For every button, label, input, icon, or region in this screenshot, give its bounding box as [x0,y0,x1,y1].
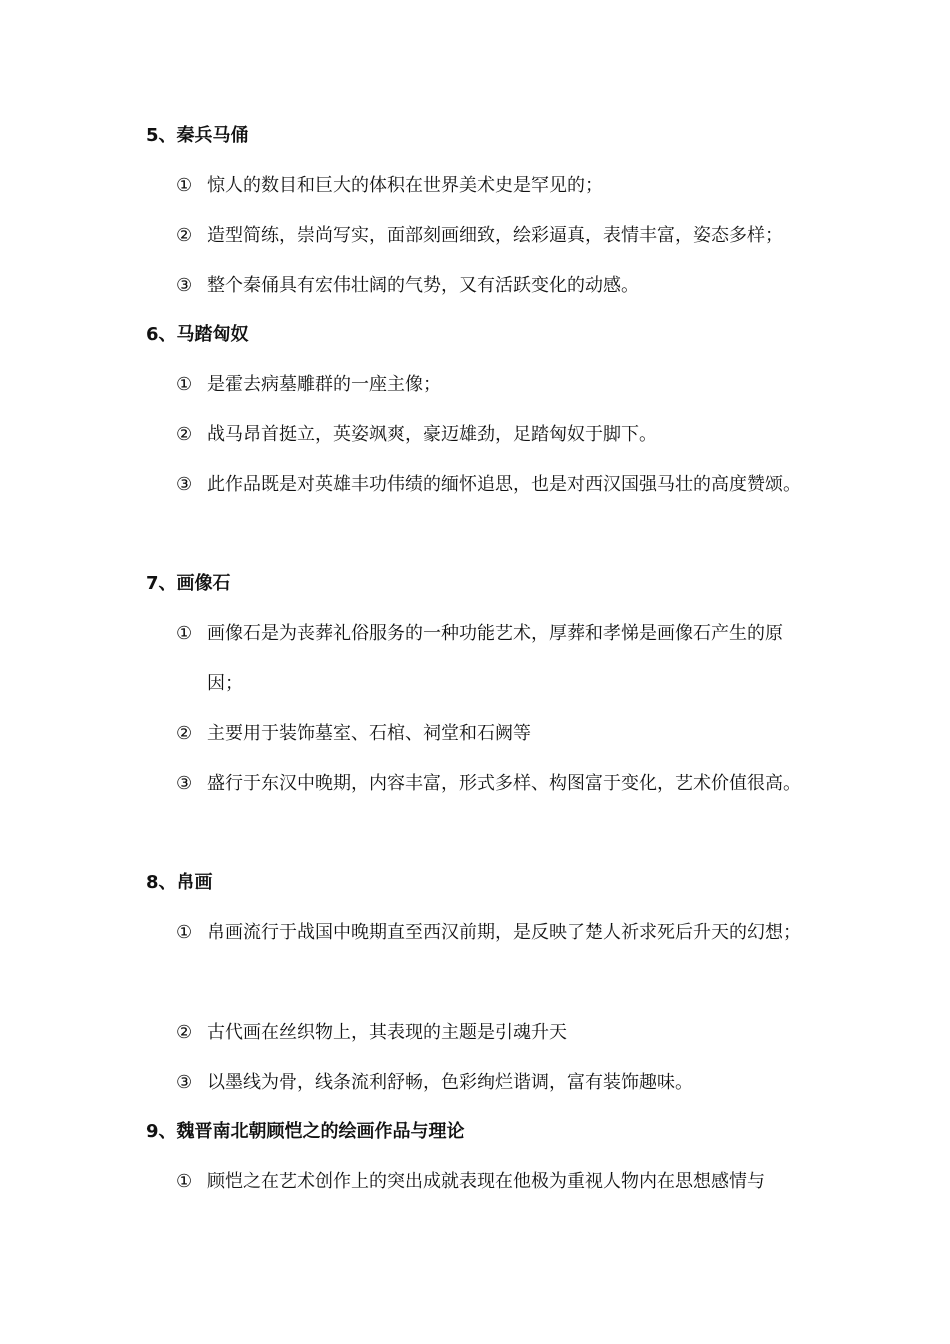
list-item [176,609,816,709]
section-heading-5 [146,124,249,148]
item-marker: ② [176,225,193,246]
list-item [176,908,816,958]
list-item [176,261,816,311]
list-item [176,460,816,510]
item-marker: ③ [176,275,193,296]
item-text: 古代画在丝织物上，其表现的主题是引魂升天 [207,1022,567,1043]
section-title: 秦兵马俑 [176,125,249,146]
section-heading-8 [146,871,213,895]
section-number: 5、 [146,125,177,146]
item-marker: ① [176,922,193,943]
section-number: 7、 [146,573,177,594]
list-item [176,709,816,759]
item-text: 战马昂首挺立，英姿飒爽，豪迈雄劲，足踏匈奴于脚下。 [207,424,657,445]
section-title: 魏晋南北朝顾恺之的绘画作品与理论 [176,1121,465,1142]
item-marker: ② [176,1022,193,1043]
item-marker: ② [176,424,193,445]
section-number: 6、 [146,324,177,345]
item-text: 整个秦俑具有宏伟壮阔的气势，又有活跃变化的动感。 [207,275,639,296]
item-text: 此作品既是对英雄丰功伟绩的缅怀追思，也是对西汉国强马壮的高度赞颂。 [207,474,801,495]
item-marker: ① [176,623,193,644]
item-text: 主要用于装饰墓室、石棺、祠堂和石阙等 [207,723,531,744]
item-text: 造型简练，崇尚写实，面部刻画细致，绘彩逼真，表情丰富，姿态多样； [207,225,783,246]
list-item [176,1008,816,1058]
list-item [176,360,816,410]
item-text: 画像石是为丧葬礼俗服务的一种功能艺术，厚葬和孝悌是画像石产生的原因； [207,623,783,694]
list-item [176,211,816,261]
section-title: 画像石 [176,573,231,594]
section-title: 帛画 [176,872,213,893]
item-text: 以墨线为骨，线条流利舒畅，色彩绚烂谐调，富有装饰趣味。 [207,1072,693,1093]
section-number: 9、 [146,1121,177,1142]
list-item [176,1157,816,1207]
item-text: 是霍去病墓雕群的一座主像； [207,374,441,395]
list-item [176,1058,816,1108]
item-marker: ① [176,374,193,395]
section-number: 8、 [146,872,177,893]
item-marker: ① [176,1171,193,1192]
section-heading-7 [146,572,231,596]
section-heading-6 [146,323,249,347]
item-text: 盛行于东汉中晚期，内容丰富，形式多样、构图富于变化，艺术价值很高。 [207,773,801,794]
item-marker: ③ [176,773,193,794]
item-text: 帛画流行于战国中晚期直至西汉前期，是反映了楚人祈求死后升天的幻想； [207,922,801,943]
list-item [176,410,816,460]
item-text: 顾恺之在艺术创作上的突出成就表现在他极为重视人物内在思想感情与 [207,1171,765,1192]
item-marker: ③ [176,474,193,495]
section-title: 马踏匈奴 [176,324,249,345]
item-marker: ① [176,175,193,196]
item-marker: ② [176,723,193,744]
list-item [176,759,816,809]
item-marker: ③ [176,1072,193,1093]
section-heading-9 [146,1120,465,1144]
list-item [176,161,816,211]
item-text: 惊人的数目和巨大的体积在世界美术史是罕见的； [207,175,603,196]
